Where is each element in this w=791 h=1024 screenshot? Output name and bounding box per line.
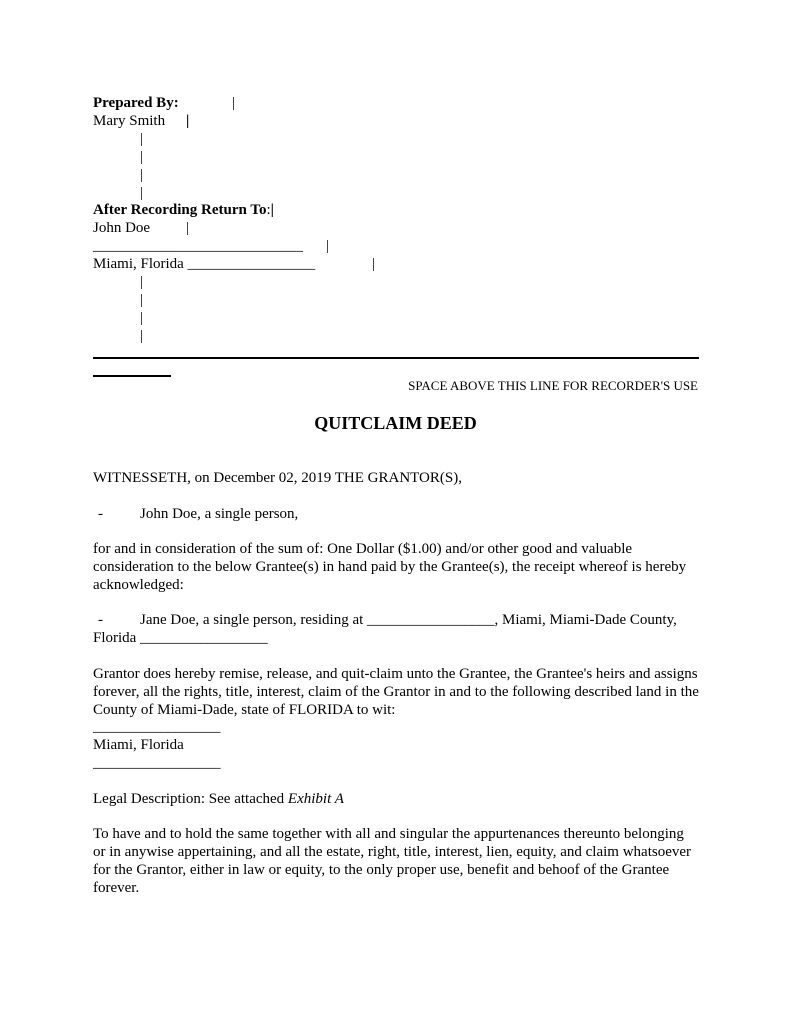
field-separator: | <box>270 202 274 218</box>
field-separator: | <box>140 167 144 183</box>
bullet-dash: - <box>98 506 103 522</box>
field-separator: | <box>140 274 144 290</box>
consideration-paragraph: for and in consideration of the sum of: One Dollar ($1.00) and/or other good and valuable consideration to the below Grantee(s) in hand paid by the Grantee(s), the receipt whereof is hereby acknowledged: <box>93 541 687 593</box>
property-blank-top: _________________ <box>93 719 221 735</box>
field-separator: | <box>140 131 144 147</box>
field-separator: | <box>140 328 144 344</box>
field-separator: | <box>140 185 144 201</box>
field-separator: | <box>232 95 236 111</box>
remise-paragraph: Grantor does hereby remise, release, and quit-claim unto the Grantee, the Grantee's heirs and assigns forever, all the rights, title, interest, claim of the Grantor in and to the following described land in the County of Miami-Dade, state of FLORIDA to wit: <box>93 666 699 718</box>
exhibit-reference: Exhibit A <box>287 791 344 807</box>
return-to-heading <box>93 201 274 219</box>
grantee-entry <box>93 611 699 629</box>
field-separator: | <box>186 113 190 129</box>
legal-description <box>93 790 699 808</box>
return-city: Miami, Florida _________________ <box>93 256 316 272</box>
property-city: Miami, Florida <box>93 737 184 753</box>
return-name: John Doe <box>93 220 151 236</box>
grantor-entry <box>93 505 699 523</box>
field-separator: | <box>326 238 330 254</box>
field-separator: | <box>186 220 190 236</box>
field-separator: | <box>372 256 376 272</box>
recorder-divider-tail <box>93 375 171 377</box>
recorder-divider <box>93 357 699 359</box>
habendum-paragraph: To have and to hold the same together with all and singular the appurtenances thereunto belonging or in anywise appertaining, and all the estate, right, title, interest, lien, equity, and claim whatsoever for the Grantor, either in law or equity, to the only proper use, benefit and behoof of the Grantee forever. <box>93 826 692 896</box>
prepared-by-label: Prepared By: <box>93 95 179 111</box>
grantee-line-1: Jane Doe, a single person, residing at _________________, Miami, Miami-Dade County, <box>140 612 677 628</box>
recorder-note: SPACE ABOVE THIS LINE FOR RECORDER'S USE <box>408 378 698 393</box>
document-title: QUITCLAIM DEED <box>314 413 477 433</box>
field-separator: | <box>140 149 144 165</box>
return-to-colon: : <box>266 202 271 218</box>
return-address-blank: ____________________________ <box>93 238 303 254</box>
grantor-name: John Doe, a single person, <box>140 506 299 522</box>
grantee-line-2: Florida _________________ <box>93 630 268 646</box>
preparer-name: Mary Smith <box>93 113 166 129</box>
field-separator: | <box>140 292 144 308</box>
legal-prefix: Legal Description: See attached <box>93 791 288 807</box>
property-blank-bottom: _________________ <box>93 755 221 771</box>
bullet-dash: - <box>98 612 103 628</box>
witnesseth-paragraph: WITNESSETH, on December 02, 2019 THE GRANTOR(S), <box>93 470 462 486</box>
field-separator: | <box>140 310 144 326</box>
return-to-label: After Recording Return To <box>93 202 267 218</box>
